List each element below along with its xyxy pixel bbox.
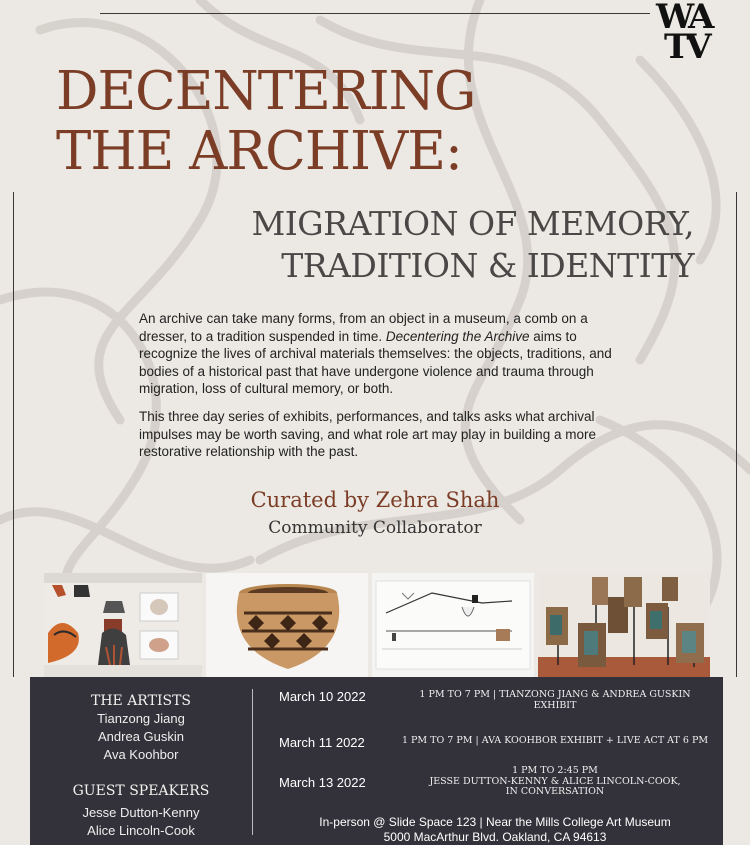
intro-paragraph-2: This three day series of exhibits, performances, and talks asks what archival impulses may be worth saving, and what role art may play in building a more restorative relationship with the past. [139, 409, 596, 459]
page-title [56, 62, 475, 182]
photo-woven-basket [206, 573, 368, 677]
intro-paragraph-1 [139, 310, 619, 398]
title-line-1: DECENTERING [56, 61, 476, 122]
speaker-name: Jesse Dutton-Kenny [82, 805, 200, 820]
logo-line-2: TV [664, 27, 708, 67]
schedule-date: March 11 2022 [279, 735, 365, 750]
subtitle-line-1: MIGRATION OF MEMORY, [251, 204, 694, 243]
top-rule [100, 13, 650, 14]
schedule-detail: 1 PM TO 7 PM | TIANZONG JIANG & ANDREA GUSKIN EXHIBIT [419, 689, 691, 711]
curator-line: Curated by Zehra Shah [250, 488, 500, 512]
watv-logo [656, 0, 722, 70]
artist-name: Andrea Guskin [98, 729, 184, 744]
title-line-2: THE ARCHIVE: [56, 121, 462, 182]
subtitle [251, 203, 694, 287]
curator-role: Community Collaborator [268, 518, 482, 538]
schedule-detail [400, 766, 710, 798]
speakers-heading: GUEST SPEAKERS [72, 783, 210, 799]
schedule-date: March 13 2022 [279, 775, 366, 790]
artist-name: Tianzong Jiang [97, 711, 185, 726]
left-border-rule [13, 192, 14, 677]
photo-textile-installation [44, 573, 202, 677]
schedule-detail: 1 PM TO 7 PM | AVA KOOHBOR EXHIBIT + LIVE ACT AT 6 PM [401, 735, 709, 746]
event-info-panel [30, 677, 723, 845]
venue-line-2: 5000 MacArthur Blvd. Oakland, CA 94613 [383, 830, 607, 844]
speaker-name: Alice Lincoln-Cook [87, 823, 195, 838]
schedule-detail-line: JESSE DUTTON-KENNY & ALICE LINCOLN-COOK, [429, 775, 681, 787]
intro-p1-end: aims to recognize the lives of archival materials themselves: the objects, traditions, and bodies of a historical past that have undergone violence and trauma through migration, loss of cultural memory, or both. [139, 328, 612, 396]
intro-p1-italic: Decentering the Archive [385, 328, 530, 344]
logo-line-1: WA [656, 0, 711, 37]
artist-name: Ava Koohbor [103, 747, 179, 762]
right-border-rule [736, 192, 737, 677]
venue-line-1: In-person @ Slide Space 123 | Near the Mills College Art Museum [319, 815, 671, 829]
panel-divider [252, 689, 253, 835]
subtitle-line-2: TRADITION & IDENTITY [281, 246, 694, 285]
photo-wood-blocks-sculpture [538, 573, 710, 677]
schedule-date: March 10 2022 [279, 689, 366, 704]
schedule-detail-line: 1 PM TO 2:45 PM [512, 765, 598, 776]
intro-p1-start: An archive can take many forms, from an object in a museum, a comb on a dresser, to a tradition suspended in time. [139, 311, 588, 344]
venue-info [270, 815, 720, 845]
schedule-detail-line: IN CONVERSATION [505, 786, 605, 797]
artists-heading: THE ARTISTS [90, 693, 191, 709]
photo-wall-sculpture [372, 573, 534, 677]
